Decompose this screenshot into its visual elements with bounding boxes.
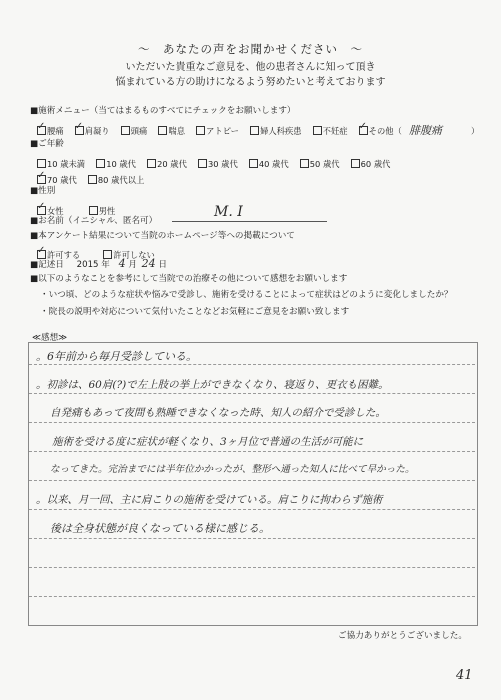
checkbox-checked[interactable] bbox=[37, 175, 46, 184]
checkbox[interactable] bbox=[37, 159, 46, 168]
thanks-text: ご協力ありがとうございました。 bbox=[338, 631, 467, 641]
page-title: 〜 あなたの声をお聞かせください 〜 bbox=[138, 42, 363, 56]
checkbox-checked[interactable] bbox=[75, 126, 84, 135]
feedback-rule bbox=[29, 567, 475, 568]
menu-option-other[interactable]: ✓ その他（ bbox=[359, 119, 404, 138]
checkbox[interactable] bbox=[196, 126, 205, 135]
feedback-line-1: 。6年前から毎月受診している。 bbox=[36, 350, 197, 363]
menu-option-shoulder[interactable]: ✓ 肩凝り bbox=[75, 119, 116, 138]
age-option[interactable]: 10 歳代 bbox=[96, 152, 142, 171]
feedback-line-3: 自発痛もあって夜間も熟睡できなくなった時、知人の紹介で受診した。 bbox=[50, 407, 386, 419]
feedback-rule bbox=[29, 393, 475, 394]
checkbox[interactable] bbox=[351, 159, 360, 168]
intro-line-1: いただいた貴重なご意見を、他の患者さんに知って頂き bbox=[125, 62, 376, 73]
age-option[interactable]: 30 歳代 bbox=[198, 152, 244, 171]
age-option[interactable]: 20 歳代 bbox=[147, 152, 193, 171]
checkbox[interactable] bbox=[96, 159, 105, 168]
feedback-rule bbox=[29, 509, 475, 510]
date-month-unit: 月 bbox=[128, 260, 137, 270]
checkbox[interactable] bbox=[88, 175, 97, 184]
checkbox[interactable] bbox=[147, 159, 156, 168]
date-day-value[interactable]: 24 bbox=[141, 257, 156, 270]
checkbox[interactable] bbox=[313, 126, 322, 135]
publish-option-allow[interactable]: ✓許可する bbox=[37, 243, 98, 262]
date-row bbox=[30, 257, 167, 270]
checkbox-checked[interactable] bbox=[359, 126, 368, 135]
feedback-label: ≪感想≫ bbox=[32, 333, 68, 343]
feedback-rule bbox=[29, 422, 475, 423]
checkbox[interactable] bbox=[300, 159, 309, 168]
intro-line-2: 悩まれている方の助けになるよう努めたいと考えております bbox=[115, 77, 386, 88]
menu-other-close: ） bbox=[471, 126, 480, 136]
age-option[interactable]: 60 歳代 bbox=[351, 152, 397, 171]
checkbox[interactable] bbox=[250, 126, 259, 135]
menu-option-gynecology[interactable]: 婦人科疾患 bbox=[250, 119, 308, 138]
publish-label: ■本アンケート結果について当院のホームページ等への掲載について bbox=[30, 231, 295, 241]
feedback-rule bbox=[29, 451, 475, 452]
gender-option-female[interactable]: ✓女性 bbox=[37, 199, 84, 218]
age-option[interactable]: 10 歳未満 bbox=[37, 152, 91, 171]
age-option[interactable]: 80 歳代以上 bbox=[88, 168, 150, 187]
age-option[interactable]: 40 歳代 bbox=[249, 152, 295, 171]
date-day-unit: 日 bbox=[158, 260, 167, 270]
checkbox[interactable] bbox=[158, 126, 167, 135]
feedback-line-2: 。初診は、60肩(?)で左上肢の挙上ができなくなり、寝返り、更衣も困難。 bbox=[36, 379, 389, 391]
guidance-bullet-1: ・いつ頃、どのような症状や悩みで受診し、施術を受けることによって症状はどのように変化しましたか？ bbox=[40, 290, 453, 300]
menu-other-handwritten: 腓腹痛 bbox=[408, 124, 442, 137]
guidance-label: ■以下のようなことを参考にして当院での治療その他について感想をお願いします bbox=[30, 274, 348, 284]
feedback-rule bbox=[29, 364, 475, 365]
date-label: ■記述日 bbox=[30, 260, 64, 270]
menu-option-headache[interactable]: 頭痛 bbox=[121, 119, 154, 138]
checkbox[interactable] bbox=[249, 159, 258, 168]
name-field[interactable] bbox=[172, 203, 327, 222]
age-option[interactable]: ✓70 歳代 bbox=[37, 168, 83, 187]
feedback-line-6: 。以来、月一回、主に肩こりの施術を受けている。肩こりに拘わらず施術 bbox=[36, 494, 383, 506]
name-label: ■お名前（イニシャル、匿名可） bbox=[30, 216, 158, 226]
menu-option-asthma[interactable]: 喘息 bbox=[158, 119, 191, 138]
checkbox-checked[interactable] bbox=[37, 126, 46, 135]
feedback-rule bbox=[29, 538, 475, 539]
checkbox[interactable] bbox=[198, 159, 207, 168]
menu-option-atopy[interactable]: アトピー bbox=[196, 119, 245, 138]
feedback-rule bbox=[29, 596, 475, 597]
guidance-bullet-2: ・院長の説明や対応について気付いたことなどお気軽にご意見をお願い致します bbox=[40, 307, 350, 317]
gender-option-male[interactable]: 男性 bbox=[89, 199, 122, 218]
age-label: ■ご年齢 bbox=[30, 139, 64, 149]
menu-label: ■施術メニュー（当てはまるものすべてにチェックをお願いします） bbox=[30, 106, 296, 116]
page-number: 41 bbox=[456, 668, 473, 683]
menu-options bbox=[37, 119, 485, 138]
feedback-line-4: 施術を受ける度に症状が軽くなり、3ヶ月位で普通の生活が可能に bbox=[52, 436, 364, 448]
checkbox[interactable] bbox=[121, 126, 130, 135]
date-year: 2015 年 bbox=[76, 260, 110, 270]
publish-option-deny[interactable]: 許可しない bbox=[103, 243, 161, 262]
name-value: M. I bbox=[214, 204, 243, 220]
gender-label: ■性別 bbox=[30, 186, 56, 196]
menu-option-infertility[interactable]: 不妊症 bbox=[313, 119, 354, 138]
feedback-rule bbox=[29, 480, 475, 481]
feedback-line-5: なってきた。完治までには半年位かかったが、整形へ通った知人に比べて早かった。 bbox=[50, 464, 415, 475]
age-option[interactable]: 50 歳代 bbox=[300, 152, 346, 171]
menu-option-lowback[interactable]: ✓腰痛 bbox=[37, 119, 70, 138]
feedback-line-7: 後は全身状態が良くなっている様に感じる。 bbox=[50, 522, 270, 535]
date-month-value[interactable]: 4 bbox=[118, 257, 126, 270]
